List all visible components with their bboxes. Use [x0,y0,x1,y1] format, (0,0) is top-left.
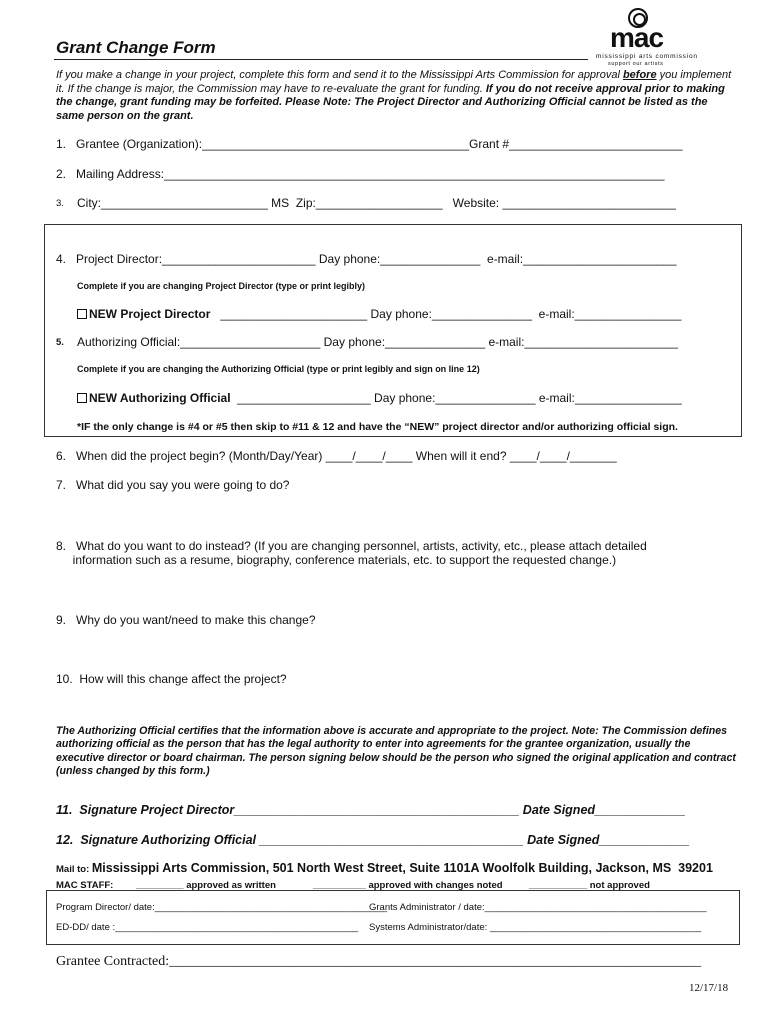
mac-staff-label: MAC STAFF: [56,880,114,891]
new-authorizing-official-label: NEW Authorizing Official [89,391,231,405]
signature-project-director[interactable]: 11. Signature Project Director_________________________________________ Date Signed_____________ [56,803,686,817]
mail-to-line [56,861,713,875]
new-authorizing-official-checkbox[interactable] [77,393,87,403]
page-title: Grant Change Form [56,38,216,57]
mail-to-label: Mail to: [56,864,92,875]
question-8-line-1: 8. What do you want to do instead? (If you are changing personnel, artists, activity, etc., please attach detailed [56,539,647,553]
city-zip-website-field[interactable]: City:_________________________ MS Zip:___________________ Website: __________________________ [77,196,676,210]
logo-tagline: mississippi arts commission [596,53,698,60]
systems-administrator-date-field[interactable]: Systems Administrator/date: ________________________________________ [369,922,702,933]
logo-wordmark: mac [610,22,664,53]
staff-approved-with-changes[interactable]: __________ approved with changes noted [313,880,503,891]
new-project-director-checkbox[interactable] [77,309,87,319]
staff-not-approved[interactable]: ___________ not approved [529,880,650,891]
intro-warning: If you do not receive approval prior to making the change, grant funding may be forfeited. Please Note: The Project Director and Authorizing Official cannot be listed as the same person on the grant. [56,82,725,122]
new-project-director-row [77,307,681,321]
signature-authorizing-official[interactable]: 12. Signature Authorizing Official ______________________________________ Date Signed_____________ [56,833,690,847]
staff-box [46,890,740,945]
new-authorizing-official-fields[interactable]: ____________________ Day phone:_______________ e-mail:________________ [230,391,682,405]
grantee-contracted-field[interactable]: Grantee Contracted:____________________________________________________________________________ [56,954,702,969]
authorizing-official-field[interactable]: Authorizing Official:_____________________ Day phone:_______________ e-mail:_______________________ [77,335,678,349]
intro-text: If you make a change in your project, complete this form and send it to the Mississippi Arts Commission for approval [56,69,623,81]
grantee-organization-field[interactable]: 1. Grantee (Organization):________________________________________Grant #__________________________ [56,137,683,151]
question-3-number: 3. [56,198,64,209]
question-5-number: 5. [56,337,64,348]
new-project-director-label: NEW Project Director [89,307,211,321]
new-project-director-fields[interactable]: ______________________ Day phone:_______________ e-mail:________________ [210,307,682,321]
mac-logo [590,4,700,68]
new-authorizing-official-row [77,391,682,405]
question-9: 9. Why do you want/need to make this change? [56,613,316,627]
grants-administrator-date-field[interactable]: Grants Administrator / date:__________________________________________ [369,902,707,913]
staff-approved-as-written[interactable]: _________ approved as written [136,880,276,891]
project-director-field[interactable]: 4. Project Director:_______________________ Day phone:_______________ e-mail:_______________________ [56,252,677,266]
revision-date: 12/17/18 [689,982,729,994]
program-director-date-field[interactable]: Program Director/ date:____________________________________________ [56,902,388,913]
question-10: 10. How will this change affect the project? [56,672,287,686]
question-7: 7. What did you say you were going to do? [56,478,290,492]
logo-subtagline: support our artists [608,61,664,67]
certification-statement: The Authorizing Official certifies that the information above is accurate and appropriate to the project. Note: The Commission defines authorizing official as the person that has the legal authority to enter into agreements for the grantee organization, usually the executive director or board chairman. The person signing below should be the person who signed the original application and contract (unless changed by this form.) [56,725,736,778]
intro-before-emphasis: before [622,69,657,81]
intro-paragraph [56,69,736,123]
project-director-note: Complete if you are changing Project Director (type or print legibly) [77,281,366,291]
intro-text-2: you implement it. If the change is major, the Commission may have to re-evaluate the grant for funding. [56,69,732,95]
mail-to-address: Mississippi Arts Commission, 501 North West Street, Suite 1101A Woolfolk Building, Jackson, MS 39201 [91,861,713,875]
title-underline [54,59,588,60]
authorizing-official-note: Complete if you are changing the Authorizing Official (type or print legibly and sign on line 12) [77,364,480,374]
project-dates-field[interactable]: 6. When did the project begin? (Month/Day/Year) ____/____/____ When will it end? ____/____/_______ [56,449,617,463]
mailing-address-field[interactable]: 2. Mailing Address:___________________________________________________________________________ [56,167,665,181]
ed-dd-date-field[interactable]: ED-DD/ date :______________________________________________ [56,922,359,933]
question-8-line-2: information such as a resume, biography, conference materials, etc. to support the requested change.) [56,553,617,567]
skip-note: *IF the only change is #4 or #5 then skip to #11 & 12 and have the “NEW” project director and/or authorizing official sign. [77,421,678,433]
